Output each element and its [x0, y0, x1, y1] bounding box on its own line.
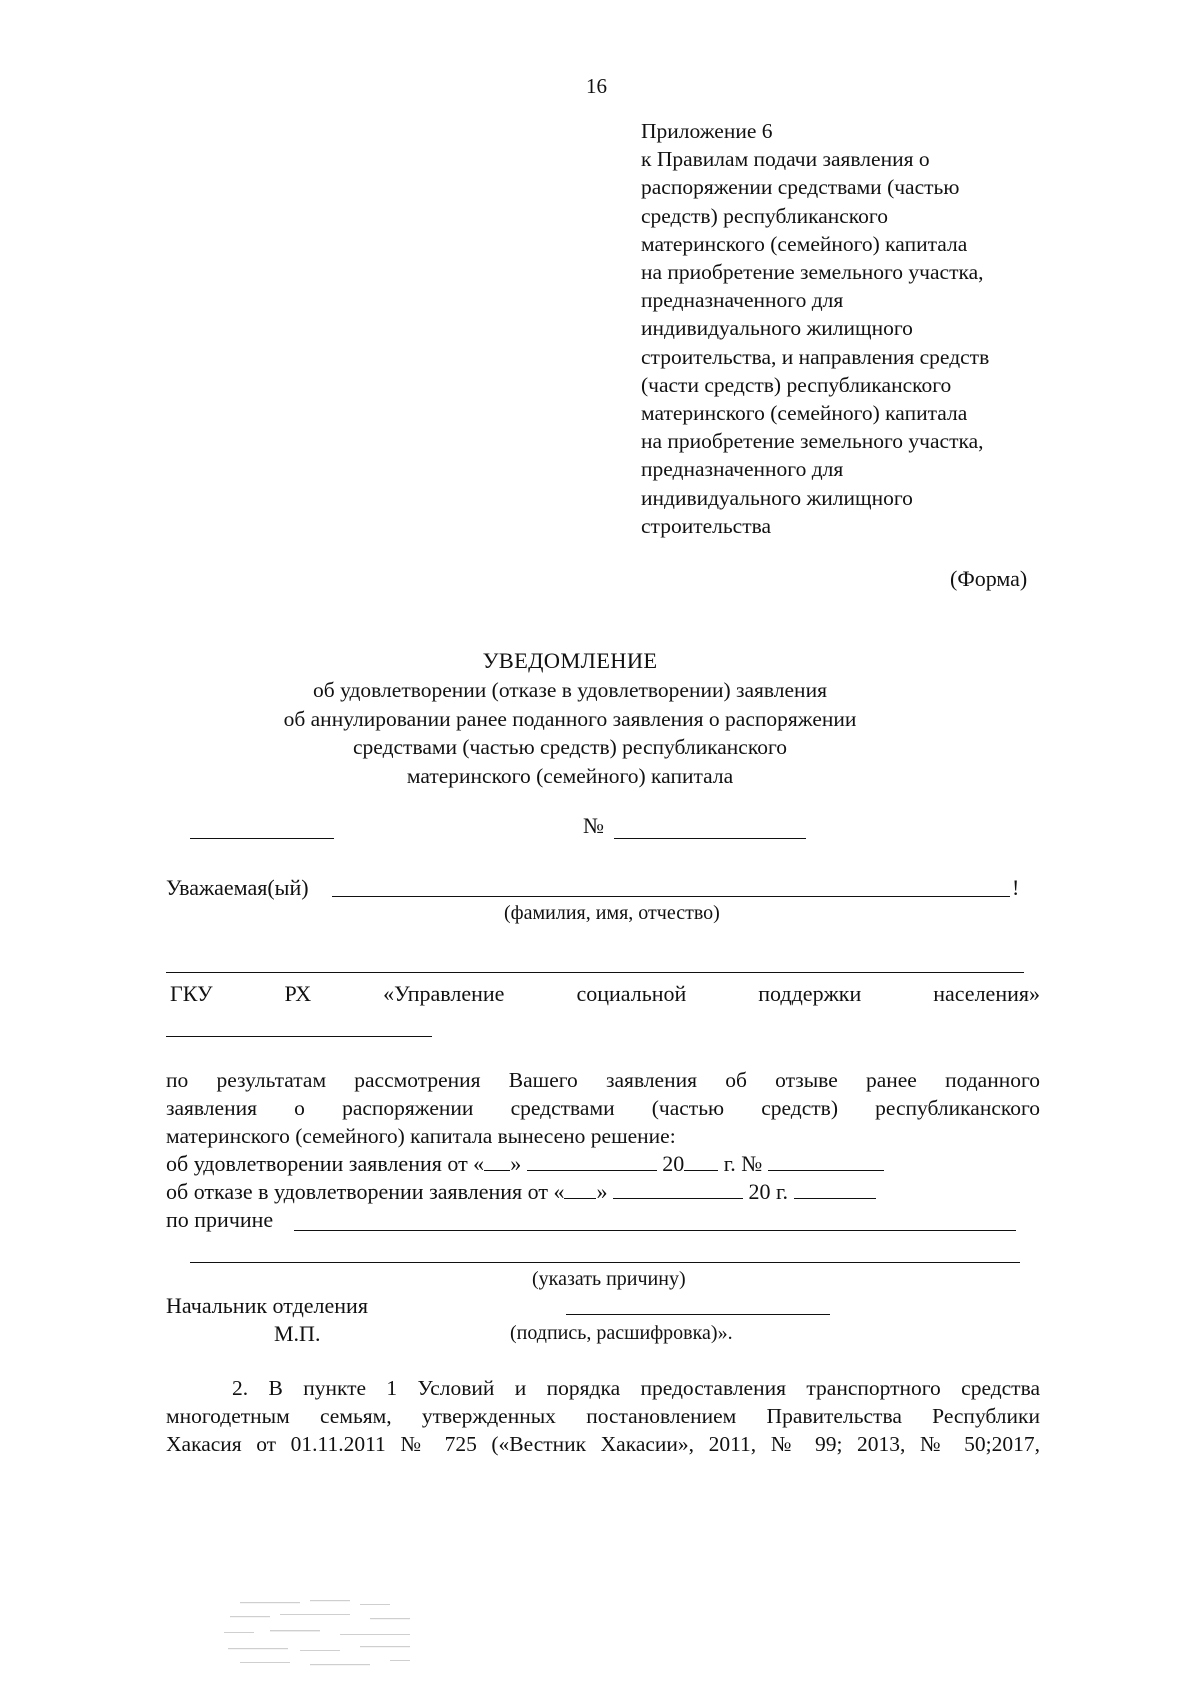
appendix-line: (части средств) республиканского: [641, 372, 952, 397]
approval-number-label: г. №: [723, 1151, 763, 1176]
seal-label: М.П.: [274, 1321, 321, 1346]
appendix-line: строительства, и направления средств: [641, 344, 990, 369]
appendix-line: материнского (семейного) капитала: [641, 231, 968, 256]
refusal-year-label: 20 г.: [748, 1179, 789, 1204]
signature-position: Начальник отделения: [166, 1293, 368, 1318]
institution-top-line: [166, 972, 1024, 973]
appendix-line: к Правилам подачи заявления о: [641, 147, 930, 172]
institution-word: поддержки: [758, 981, 862, 1006]
appendix-line: средств) республиканского: [641, 203, 888, 228]
page-number: 16: [586, 74, 607, 98]
approval-quote-close: »: [510, 1151, 522, 1176]
paragraph-line: материнского (семейного) капитала вынесено решение:: [166, 1124, 676, 1148]
refusal-line: [166, 1178, 876, 1206]
approval-month-field: [527, 1150, 657, 1171]
approval-prefix: об удовлетворении заявления от «: [166, 1151, 485, 1176]
full-name-field-line: [332, 896, 1010, 897]
appendix-line: строительства: [641, 513, 772, 538]
approval-year-label: 20: [662, 1151, 685, 1176]
notice-subtitle-line: об удовлетворении (отказе в удовлетворении) заявления: [313, 678, 827, 702]
refusal-prefix: об отказе в удовлетворении заявления от «: [166, 1179, 565, 1204]
institution-word: РХ: [284, 981, 312, 1006]
appendix-line: предназначенного для: [641, 457, 844, 482]
notice-subtitle-line: материнского (семейного) капитала: [406, 763, 734, 788]
notice-subtitle-line: средствами (частью средств) республиканского: [353, 735, 787, 759]
reason-caption: (указать причину): [532, 1268, 686, 1290]
form-label: (Форма): [950, 566, 1028, 591]
paragraph-line: заявления о распоряжении средствами (частью средств) республиканского: [166, 1096, 1040, 1120]
salutation-exclamation: !: [1012, 875, 1020, 900]
appendix-line: индивидуального жилищного: [641, 316, 913, 341]
notice-title: УВЕДОМЛЕНИЕ: [482, 648, 658, 673]
item-2-paragraph: [166, 1374, 1040, 1458]
institution-word: социальной: [576, 981, 687, 1006]
appendix-line: на приобретение земельного участка,: [641, 429, 984, 454]
decision-paragraph: [166, 1066, 1040, 1150]
refusal-month-field: [613, 1178, 743, 1199]
salutation-label: Уважаемая(ый): [166, 875, 309, 900]
reason-field-line: [294, 1230, 1016, 1231]
signature-field-line: [566, 1314, 830, 1315]
institution-word: населения»: [933, 981, 1040, 1006]
appendix-line: предназначенного для: [641, 288, 844, 313]
number-field-line: [614, 838, 806, 839]
reason-field-line-2: [190, 1262, 1020, 1263]
refusal-number-field: [794, 1178, 876, 1199]
appendix-header: [641, 117, 1071, 540]
paragraph-line: многодетным семьям, утвержденных постановлением Правительства Республики: [166, 1404, 1040, 1428]
approval-number-field: [768, 1150, 884, 1171]
number-sign: №: [583, 813, 604, 838]
appendix-line: индивидуального жилищного: [641, 485, 913, 510]
approval-day-field: [484, 1150, 510, 1171]
approval-line: [166, 1150, 884, 1178]
institution-bottom-line: [166, 1036, 432, 1037]
appendix-line: на приобретение земельного участка,: [641, 260, 984, 285]
paragraph-line: 2. В пункте 1 Условий и порядка предоставления транспортного средства: [232, 1376, 1040, 1400]
appendix-line: Приложение 6: [641, 119, 773, 143]
appendix-line: распоряжении средствами (частью: [641, 175, 960, 200]
institution-word: ГКУ: [170, 981, 213, 1006]
date-field-line: [190, 838, 334, 839]
reason-label: по причине: [166, 1207, 274, 1232]
signature-caption: (подпись, расшифровка)».: [510, 1322, 733, 1344]
faint-stamp-mark: [220, 1598, 430, 1678]
refusal-day-field: [564, 1178, 596, 1199]
paragraph-line: Хакасия от 01.11.2011 № 725 («Вестник Хакасии», 2011, № 99; 2013, № 50;2017,: [166, 1432, 1040, 1456]
notice-subtitle-line: об аннулировании ранее поданного заявления о распоряжении: [283, 706, 857, 731]
approval-year-field: [684, 1150, 718, 1171]
notice-heading: [230, 646, 910, 790]
full-name-caption: (фамилия, имя, отчество): [504, 902, 720, 924]
refusal-quote-close: »: [596, 1179, 608, 1204]
institution-name: [170, 980, 1040, 1008]
appendix-line: материнского (семейного) капитала: [641, 401, 968, 426]
stamp-speckles: [224, 1600, 410, 1665]
institution-word: «Управление: [383, 981, 505, 1006]
paragraph-line: по результатам рассмотрения Вашего заявления об отзыве ранее поданного: [166, 1068, 1040, 1092]
